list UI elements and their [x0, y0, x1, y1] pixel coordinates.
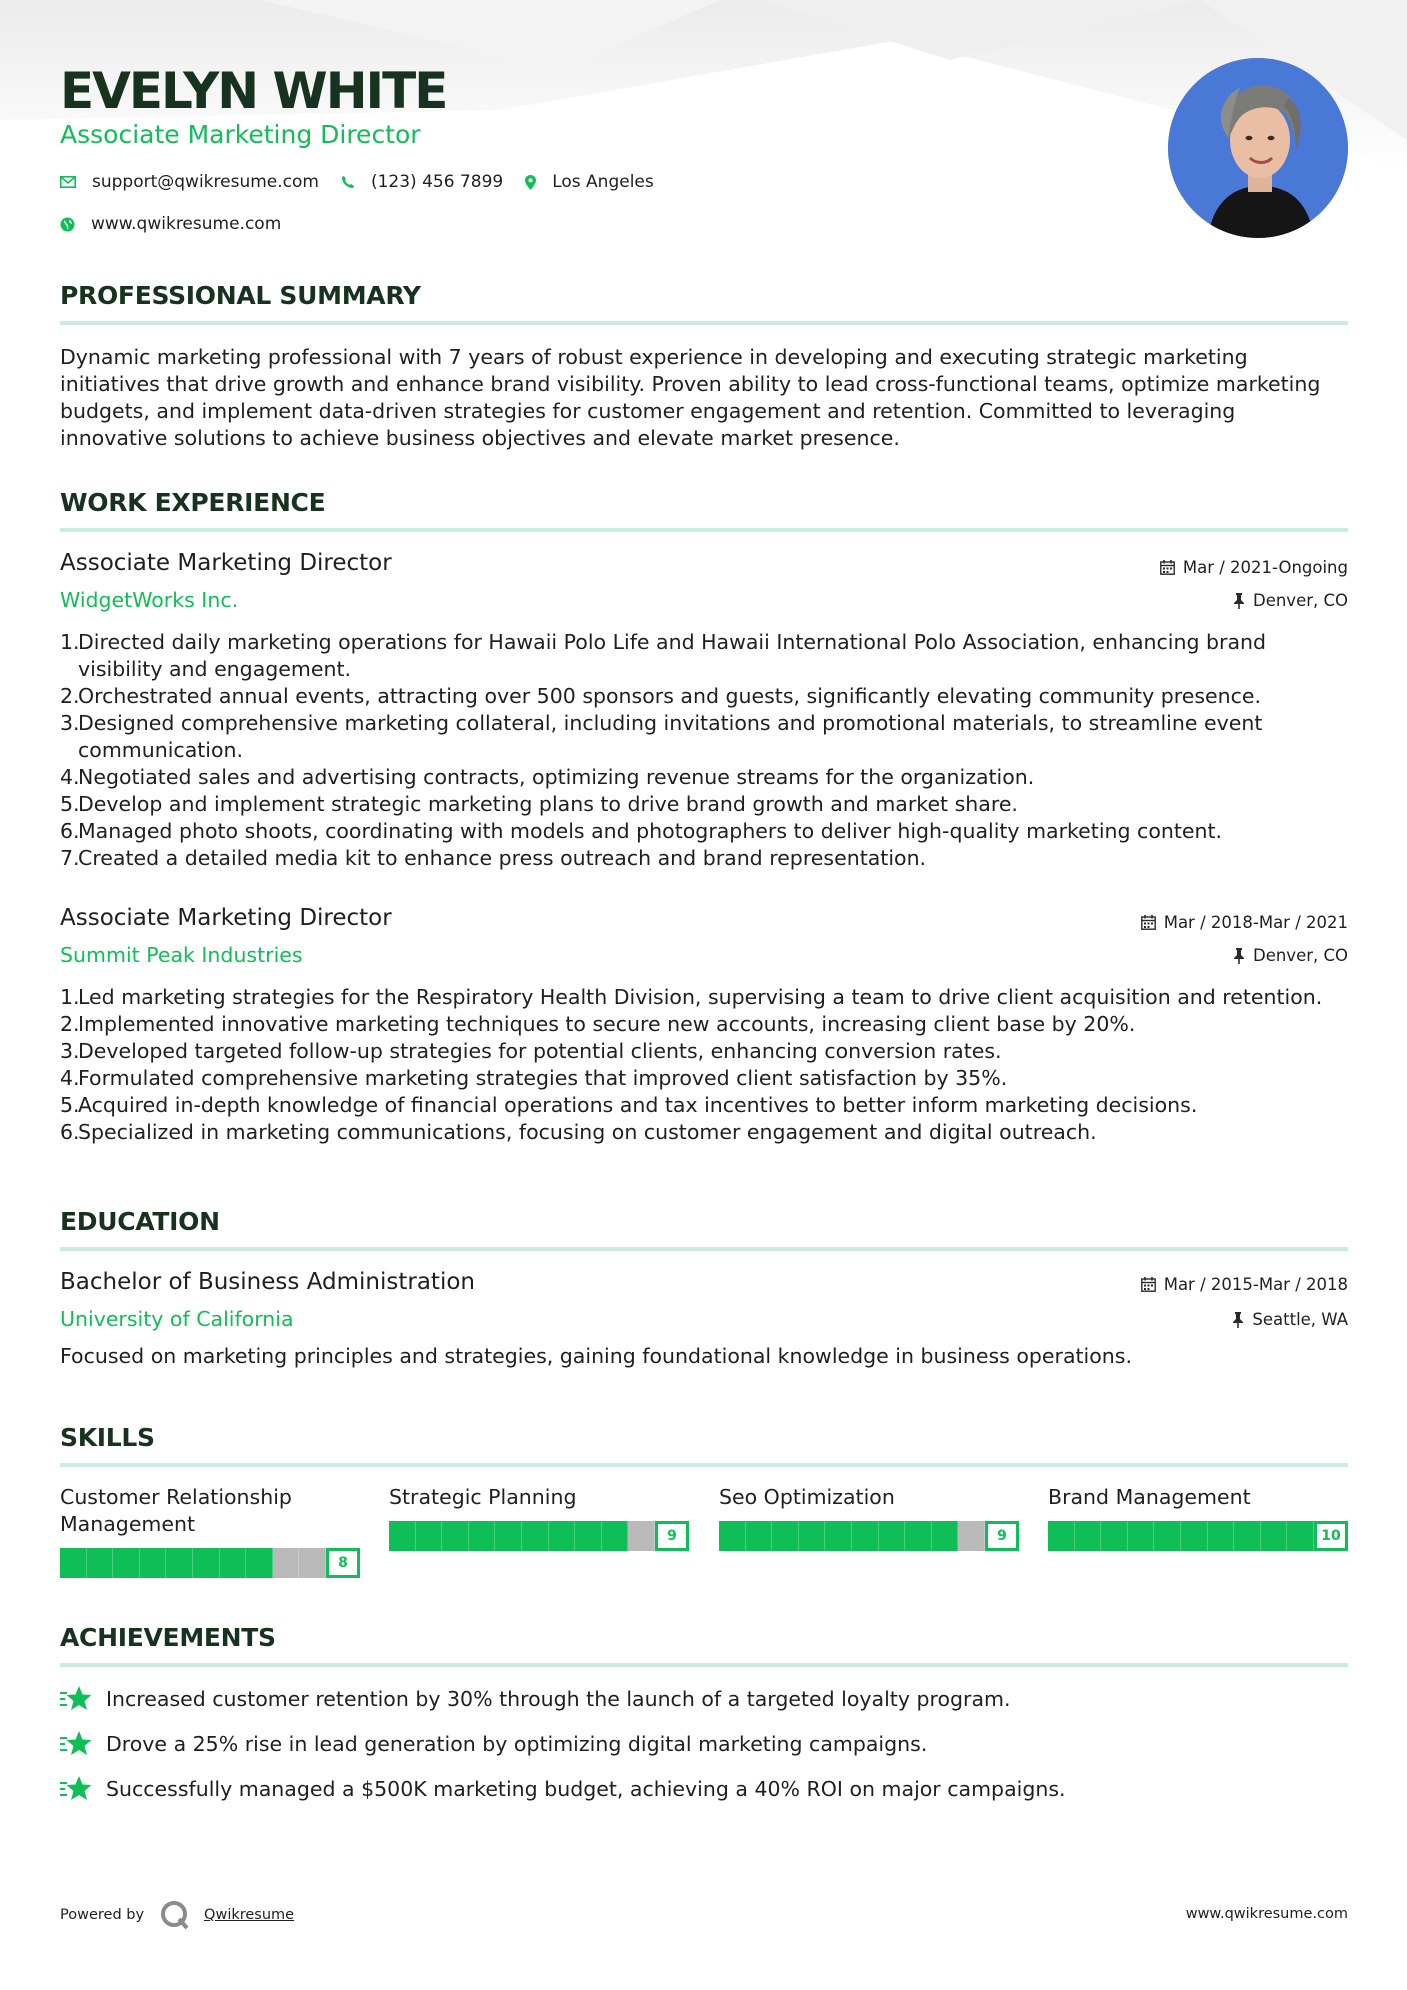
skill-item	[389, 1484, 689, 1544]
skill-level-segment	[772, 1521, 799, 1551]
education-location	[1232, 1310, 1348, 1329]
education-dates-text: Mar / 2015-Mar / 2018	[1163, 1275, 1348, 1294]
calendar-icon	[1141, 1277, 1156, 1292]
skill-name: Strategic Planning	[389, 1485, 577, 1509]
skill-level-bar	[1048, 1521, 1348, 1551]
skill-level-badge: 8	[326, 1548, 360, 1578]
list-item: 6. Managed photo shoots, coordinating with models and photographers to deliver high-quality marketing content.	[60, 819, 1223, 843]
skill-level-segment	[1154, 1521, 1181, 1551]
list-item: 5. Acquired in-depth knowledge of financial operations and tax incentives to better inform marketing decisions.	[60, 1093, 1198, 1117]
degree-title: Bachelor of Business Administration	[60, 1269, 475, 1295]
phone-text: (123) 456 7899	[370, 172, 504, 192]
skill-level-segment	[469, 1521, 496, 1551]
skill-level-segment	[932, 1521, 959, 1551]
skill-level-badge: 9	[655, 1521, 689, 1551]
skill-level-segment	[575, 1521, 602, 1551]
skill-level-bar	[389, 1521, 689, 1551]
envelope-icon	[60, 176, 76, 188]
skill-level-bar	[719, 1521, 1019, 1551]
job-bullets	[60, 629, 1348, 872]
pushpin-icon	[1233, 948, 1245, 964]
section-title-achievements: ACHIEVEMENTS	[60, 1623, 276, 1652]
skill-level-segment	[273, 1548, 300, 1578]
skill-item	[719, 1484, 1019, 1544]
skill-level-segment	[1261, 1521, 1288, 1551]
skill-level-segment	[60, 1548, 87, 1578]
education-dates	[1141, 1275, 1348, 1294]
skill-level-segment	[1181, 1521, 1208, 1551]
skill-item	[60, 1484, 360, 1571]
contact-phone[interactable]	[341, 172, 503, 192]
achievement-item	[60, 1685, 1011, 1713]
skill-level-segment	[799, 1521, 826, 1551]
skill-level-segment	[628, 1521, 655, 1551]
job-dates	[1160, 558, 1348, 577]
skill-level-segment	[220, 1548, 247, 1578]
skill-name: Customer Relationship Management	[60, 1485, 292, 1536]
job-location-text: Denver, CO	[1252, 591, 1348, 610]
skill-level-badge: 9	[985, 1521, 1019, 1551]
contact-email[interactable]	[60, 172, 319, 192]
email-text: support@qwikresume.com	[92, 172, 319, 192]
list-item: 6. Specialized in marketing communications, focusing on customer engagement and digital outreach.	[60, 1120, 1097, 1144]
list-item: 5. Develop and implement strategic marketing plans to drive brand growth and market share.	[60, 792, 1018, 816]
section-divider	[60, 1663, 1348, 1667]
skill-level-segment	[299, 1548, 326, 1578]
job-location	[1233, 591, 1348, 610]
star-icon	[60, 1685, 92, 1713]
skill-level-segment	[746, 1521, 773, 1551]
skill-level-segment	[416, 1521, 443, 1551]
education-location-text: Seattle, WA	[1252, 1310, 1348, 1329]
section-divider	[60, 1463, 1348, 1467]
job-dates	[1141, 913, 1348, 932]
section-title-skills: SKILLS	[60, 1423, 155, 1452]
footer-website[interactable]: www.qwikresume.com	[1185, 1906, 1348, 1922]
list-item: 4. Formulated comprehensive marketing strategies that improved client satisfaction by 35%.	[60, 1066, 1008, 1090]
list-item: 7. Created a detailed media kit to enhance press outreach and brand representation.	[60, 846, 927, 870]
skill-level-segment	[442, 1521, 469, 1551]
achievement-item	[60, 1730, 927, 1758]
job-bullets	[60, 984, 1348, 1146]
skill-level-segment	[825, 1521, 852, 1551]
profile-photo	[1168, 58, 1348, 238]
skill-level-segment	[719, 1521, 746, 1551]
skill-level-bar	[60, 1548, 360, 1578]
star-icon	[60, 1730, 92, 1758]
calendar-icon	[1160, 560, 1175, 575]
school-name: University of California	[60, 1307, 294, 1331]
contact-website[interactable]	[60, 214, 281, 234]
skill-level-segment	[958, 1521, 985, 1551]
pushpin-icon	[1232, 1312, 1244, 1328]
skill-level-segment	[87, 1548, 114, 1578]
skill-level-segment	[166, 1548, 193, 1578]
achievement-item	[60, 1775, 1066, 1803]
map-pin-icon	[525, 175, 536, 190]
candidate-name: EVELYN WHITE	[60, 62, 447, 120]
location-text: Los Angeles	[552, 172, 654, 192]
section-title-summary: PROFESSIONAL SUMMARY	[60, 281, 421, 310]
job-dates-text: Mar / 2018-Mar / 2021	[1163, 913, 1348, 932]
qwikresume-logo-icon	[160, 1900, 190, 1930]
skill-level-segment	[1234, 1521, 1261, 1551]
section-divider	[60, 528, 1348, 532]
skill-level-segment	[113, 1548, 140, 1578]
job-title: Associate Marketing Director	[60, 905, 392, 931]
skill-level-segment	[495, 1521, 522, 1551]
list-item: 1. Directed daily marketing operations for Hawaii Polo Life and Hawaii International Polo Association, enhancing brand visibility and engagement.	[60, 630, 1267, 681]
education-description: Focused on marketing principles and strategies, gaining foundational knowledge in business operations.	[60, 1344, 1132, 1368]
job-title: Associate Marketing Director	[60, 550, 392, 576]
candidate-role: Associate Marketing Director	[60, 120, 421, 149]
list-item: 4. Negotiated sales and advertising contracts, optimizing revenue streams for the organization.	[60, 765, 1035, 789]
section-title-education: EDUCATION	[60, 1207, 220, 1236]
job-dates-text: Mar / 2021-Ongoing	[1182, 558, 1348, 577]
list-item: 3. Designed comprehensive marketing collateral, including invitations and promotional materials, to streamline event communication.	[60, 711, 1263, 762]
skill-level-segment	[879, 1521, 906, 1551]
job-location	[1233, 946, 1348, 965]
star-icon	[60, 1775, 92, 1803]
summary-text: Dynamic marketing professional with 7 years of robust experience in developing and executing strategic marketing initiatives that drive growth and enhance brand visibility. Proven ability to lead cross-functional teams, optimize marketing budgets, and implement data-driven strategies for customer engagement and retention. Committed to leveraging innovative solutions to achieve business objectives and elevate market presence.	[60, 345, 1321, 450]
skill-level-segment	[905, 1521, 932, 1551]
achievement-text: Increased customer retention by 30% through the launch of a targeted loyalty program.	[106, 1687, 1011, 1711]
calendar-icon	[1141, 915, 1156, 930]
skill-level-segment	[602, 1521, 629, 1551]
company-name: WidgetWorks Inc.	[60, 588, 239, 612]
skill-item	[1048, 1484, 1348, 1544]
skill-name: Seo Optimization	[719, 1485, 895, 1509]
section-divider	[60, 321, 1348, 325]
job-location-text: Denver, CO	[1252, 946, 1348, 965]
list-item: 2. Implemented innovative marketing techniques to secure new accounts, increasing client base by 20%.	[60, 1012, 1136, 1036]
skill-name: Brand Management	[1048, 1485, 1251, 1509]
avatar	[1168, 58, 1348, 238]
list-item: 1. Led marketing strategies for the Respiratory Health Division, supervising a team to drive client acquisition and retention.	[60, 985, 1323, 1009]
phone-icon	[341, 175, 355, 189]
skill-level-segment	[1208, 1521, 1235, 1551]
skill-level-segment	[1075, 1521, 1102, 1551]
contact-row	[60, 172, 676, 192]
list-item: 3. Developed targeted follow-up strategies for potential clients, enhancing conversion rates.	[60, 1039, 1002, 1063]
section-divider	[60, 1247, 1348, 1251]
skill-level-segment	[1048, 1521, 1075, 1551]
skill-level-segment	[246, 1548, 273, 1578]
website-text: www.qwikresume.com	[91, 214, 282, 234]
skill-level-segment	[522, 1521, 549, 1551]
section-title-experience: WORK EXPERIENCE	[60, 488, 326, 517]
skill-level-segment	[852, 1521, 879, 1551]
achievement-text: Drove a 25% rise in lead generation by optimizing digital marketing campaigns.	[106, 1732, 928, 1756]
skill-level-segment	[1128, 1521, 1155, 1551]
skill-level-badge: 10	[1314, 1521, 1348, 1551]
achievement-text: Successfully managed a $500K marketing budget, achieving a 40% ROI on major campaigns.	[106, 1777, 1066, 1801]
list-item: 2. Orchestrated annual events, attracting over 500 sponsors and guests, significantly elevating community presence.	[60, 684, 1262, 708]
skill-level-segment	[389, 1521, 416, 1551]
powered-by-label: Powered by	[60, 1907, 145, 1923]
skill-level-segment	[193, 1548, 220, 1578]
globe-icon	[60, 217, 75, 232]
skill-level-segment	[140, 1548, 167, 1578]
pushpin-icon	[1233, 593, 1245, 609]
qwikresume-link[interactable]: Qwikresume	[204, 1907, 295, 1923]
skill-level-segment	[549, 1521, 576, 1551]
skill-level-segment	[1101, 1521, 1128, 1551]
contact-row-website	[60, 214, 303, 234]
footer-powered-by	[60, 1900, 294, 1930]
company-name: Summit Peak Industries	[60, 943, 303, 967]
skill-level-segment	[1287, 1521, 1314, 1551]
contact-location	[525, 172, 654, 192]
